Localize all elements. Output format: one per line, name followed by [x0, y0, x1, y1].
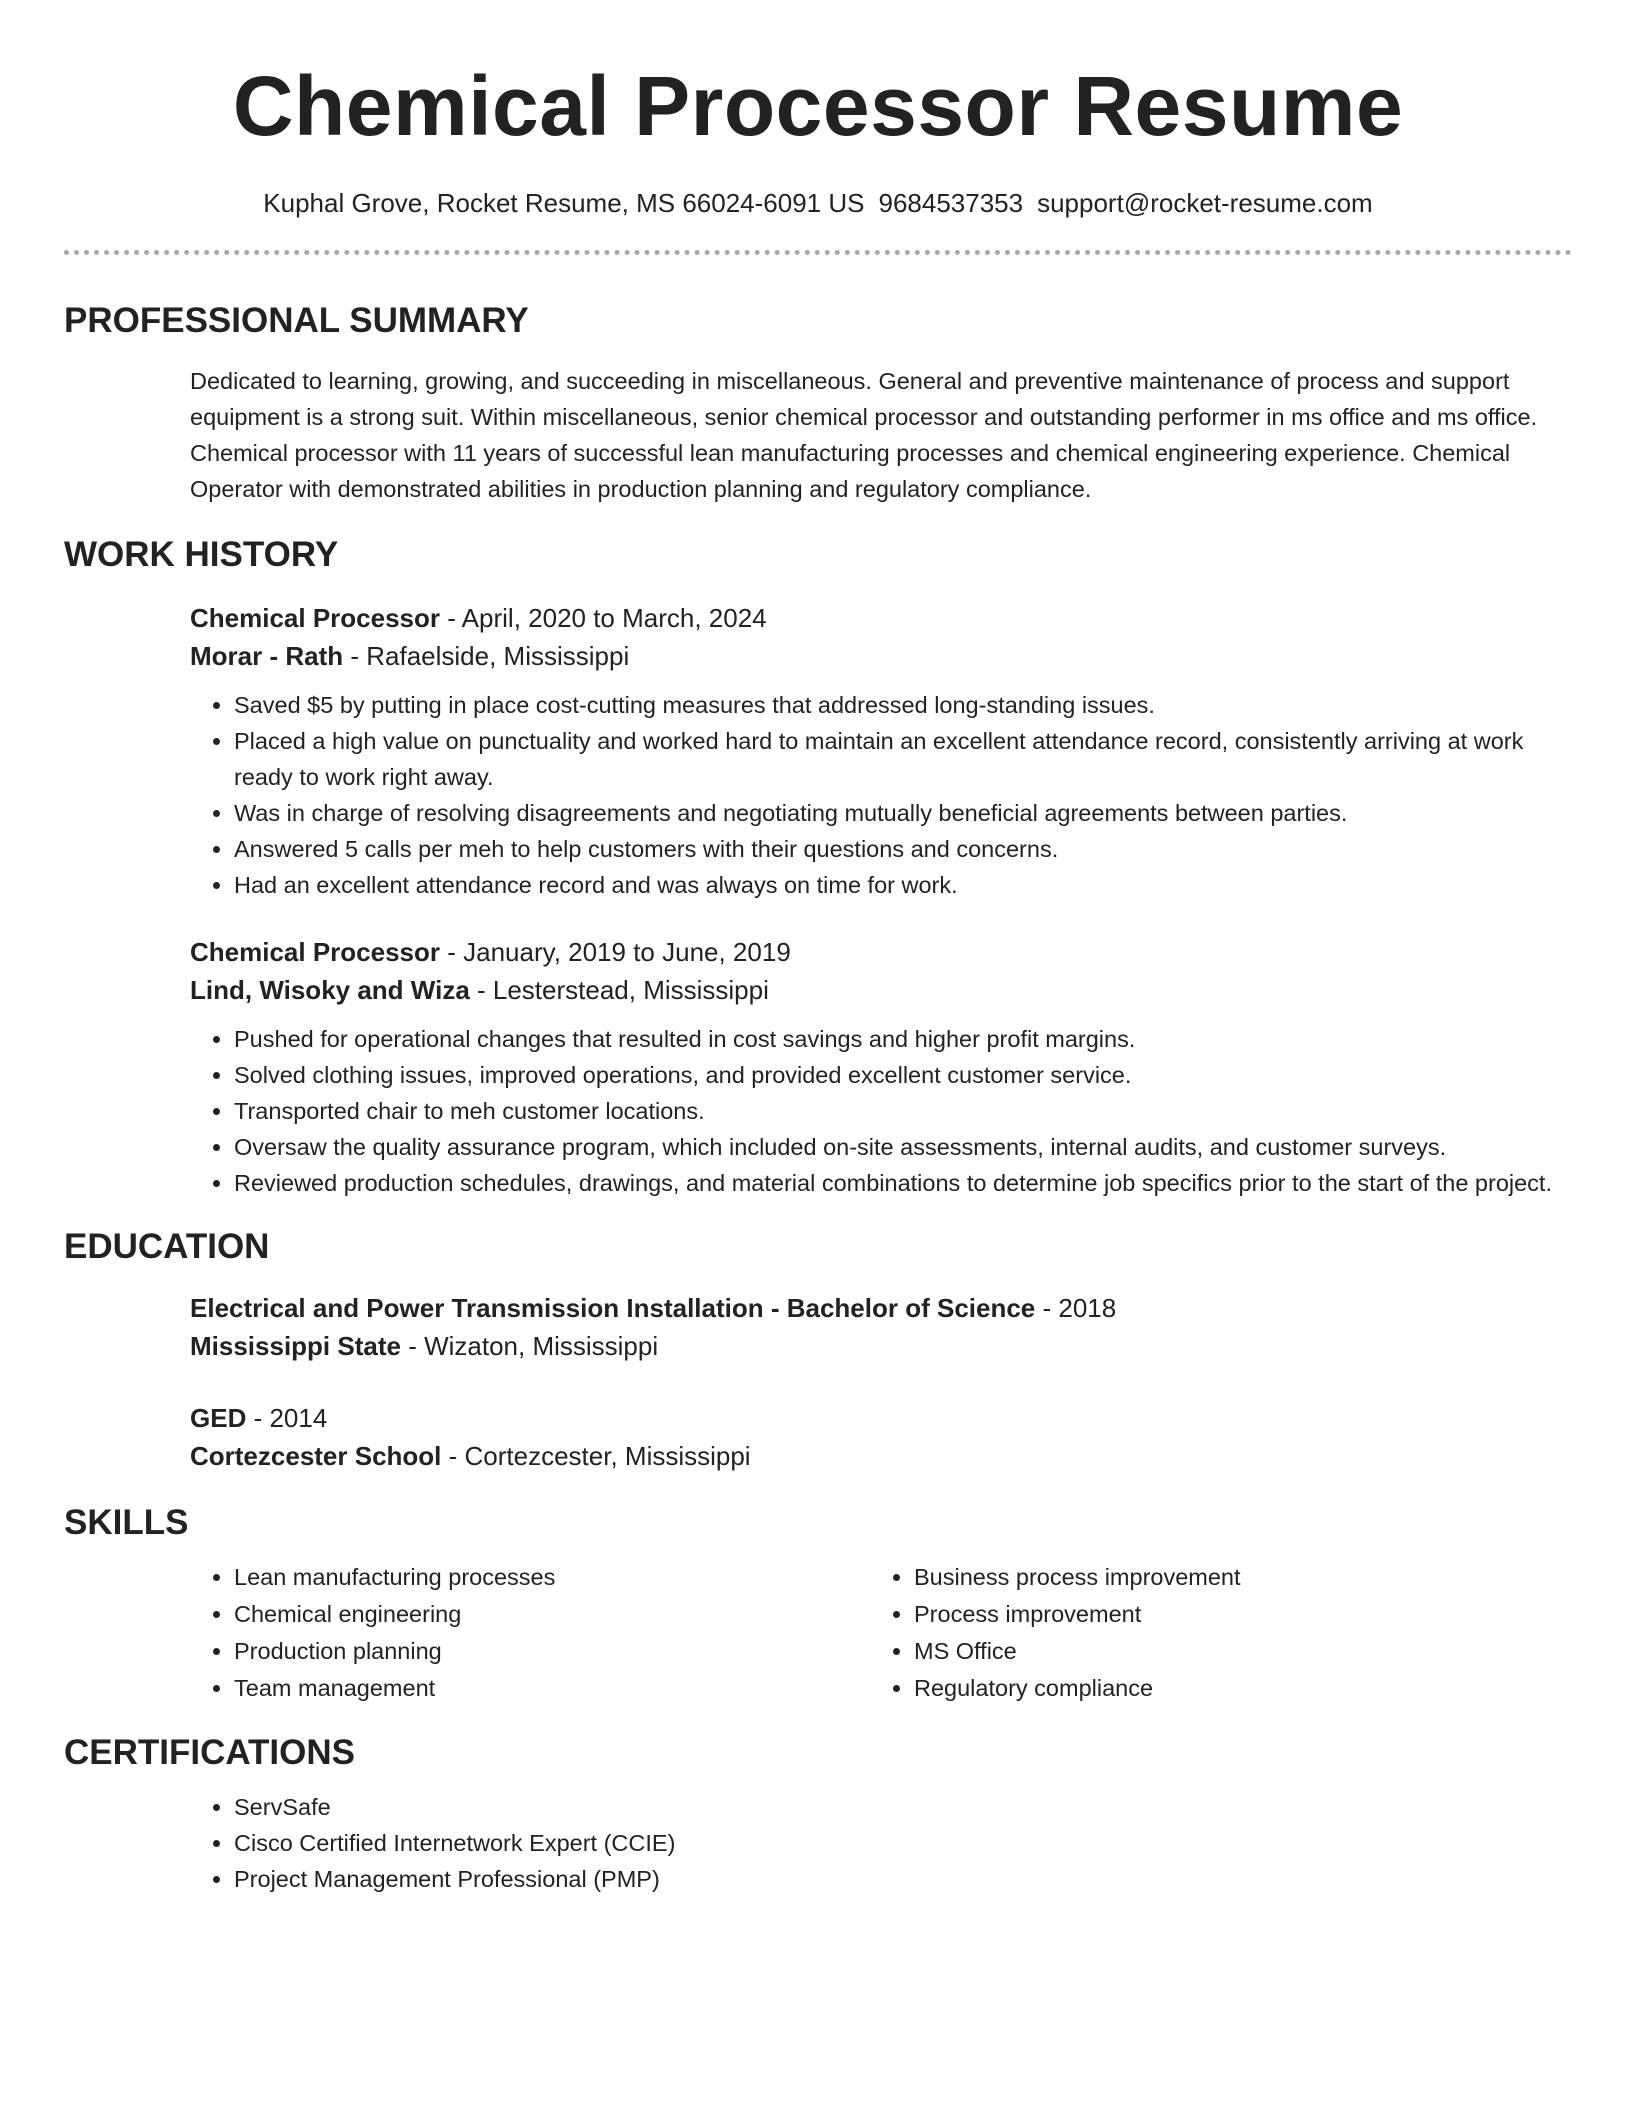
- skills-list-left: [190, 1559, 870, 1707]
- education-entry: [190, 1289, 1572, 1365]
- degree-line: [190, 1289, 1572, 1327]
- skills-heading: SKILLS: [64, 1503, 189, 1542]
- contact-address: Kuphal Grove, Rocket Resume, MS 66024-6091 US: [263, 188, 865, 218]
- list-item: • Saved $5 by putting in place cost-cutting measures that addressed long-standing issues.: [234, 687, 1572, 723]
- job-company-line: [190, 637, 1572, 675]
- list-item: • Production planning: [234, 1633, 870, 1670]
- list-item: • Regulatory compliance: [914, 1670, 1550, 1707]
- summary-text: Dedicated to learning, growing, and succeeding in miscellaneous. General and preventive maintenance of process and support equipment is a strong suit. Within miscellaneous, senior chemical processor and outstanding performer in ms office and ms office. Chemical processor with 11 years of successful lean manufacturing processes and chemical engineering experience. Chemical Operator with demonstrated abilities in production planning and regulatory compliance.: [190, 368, 1538, 502]
- degree: Electrical and Power Transmission Installation - Bachelor of Science: [190, 1293, 1036, 1323]
- job-title: Chemical Processor: [190, 937, 441, 967]
- certifications-heading: CERTIFICATIONS: [64, 1733, 356, 1772]
- school-line: [190, 1327, 1572, 1365]
- school-location: - Cortezcester, Mississippi: [441, 1441, 751, 1471]
- list-item: • Solved clothing issues, improved operations, and provided excellent customer service.: [234, 1057, 1572, 1093]
- job-bullets: [190, 687, 1572, 903]
- list-item: • Oversaw the quality assurance program, which included on-site assessments, internal audits, and customer surveys.: [234, 1129, 1572, 1165]
- resume-title: Chemical Processor Resume: [232, 59, 1404, 153]
- contact-phone: 9684537353: [878, 188, 1024, 218]
- job-dates: - January, 2019 to June, 2019: [440, 937, 791, 967]
- list-item: • Was in charge of resolving disagreements and negotiating mutually beneficial agreements between parties.: [234, 795, 1572, 831]
- school: Cortezcester School: [190, 1441, 442, 1471]
- list-item: • Project Management Professional (PMP): [234, 1861, 1572, 1897]
- contact-email: support@rocket-resume.com: [1037, 188, 1373, 218]
- job-location: - Rafaelside, Mississippi: [343, 641, 630, 671]
- list-item: • Reviewed production schedules, drawings, and material combinations to determine job specifics prior to the start of the project.: [234, 1165, 1572, 1201]
- list-item: • ServSafe: [234, 1789, 1572, 1825]
- list-item: • Transported chair to meh customer locations.: [234, 1093, 1572, 1129]
- certifications-list: [190, 1789, 1572, 1897]
- job-entry: [190, 933, 1572, 1009]
- list-item: • Answered 5 calls per meh to help customers with their questions and concerns.: [234, 831, 1572, 867]
- job-bullets: [190, 1021, 1572, 1201]
- summary-heading: PROFESSIONAL SUMMARY: [64, 301, 529, 340]
- skills-list-right: [870, 1559, 1550, 1707]
- list-item: • Placed a high value on punctuality and worked hard to maintain an excellent attendance record, consistently arriving at work ready to work right away.: [234, 723, 1572, 795]
- list-item: • Had an excellent attendance record and was always on time for work.: [234, 867, 1572, 903]
- school-line: [190, 1437, 1572, 1475]
- skills-columns: [190, 1559, 1572, 1707]
- header-divider: [64, 250, 1572, 255]
- job-dates: - April, 2020 to March, 2024: [440, 603, 767, 633]
- education-heading: EDUCATION: [64, 1227, 270, 1266]
- school: Mississippi State: [190, 1331, 401, 1361]
- list-item: • MS Office: [914, 1633, 1550, 1670]
- degree-year: - 2018: [1035, 1293, 1117, 1323]
- degree-year: - 2014: [246, 1403, 328, 1433]
- job-location: - Lesterstead, Mississippi: [469, 975, 769, 1005]
- work-history-heading: WORK HISTORY: [64, 535, 339, 574]
- list-item: • Team management: [234, 1670, 870, 1707]
- education-entry: [190, 1399, 1572, 1475]
- degree: GED: [190, 1403, 247, 1433]
- school-location: - Wizaton, Mississippi: [400, 1331, 659, 1361]
- job-company: Morar - Rath: [190, 641, 344, 671]
- job-title: Chemical Processor: [190, 603, 441, 633]
- job-entry: [190, 599, 1572, 675]
- job-title-line: [190, 933, 1572, 971]
- job-company-line: [190, 971, 1572, 1009]
- degree-line: [190, 1399, 1572, 1437]
- job-title-line: [190, 599, 1572, 637]
- list-item: • Chemical engineering: [234, 1596, 870, 1633]
- contact-line: [64, 187, 1572, 219]
- list-item: • Business process improvement: [914, 1559, 1550, 1596]
- list-item: • Cisco Certified Internetwork Expert (CCIE): [234, 1825, 1572, 1861]
- resume-page: [64, 0, 1572, 1897]
- list-item: • Pushed for operational changes that resulted in cost savings and higher profit margins.: [234, 1021, 1572, 1057]
- list-item: • Lean manufacturing processes: [234, 1559, 870, 1596]
- list-item: • Process improvement: [914, 1596, 1550, 1633]
- job-company: Lind, Wisoky and Wiza: [190, 975, 470, 1005]
